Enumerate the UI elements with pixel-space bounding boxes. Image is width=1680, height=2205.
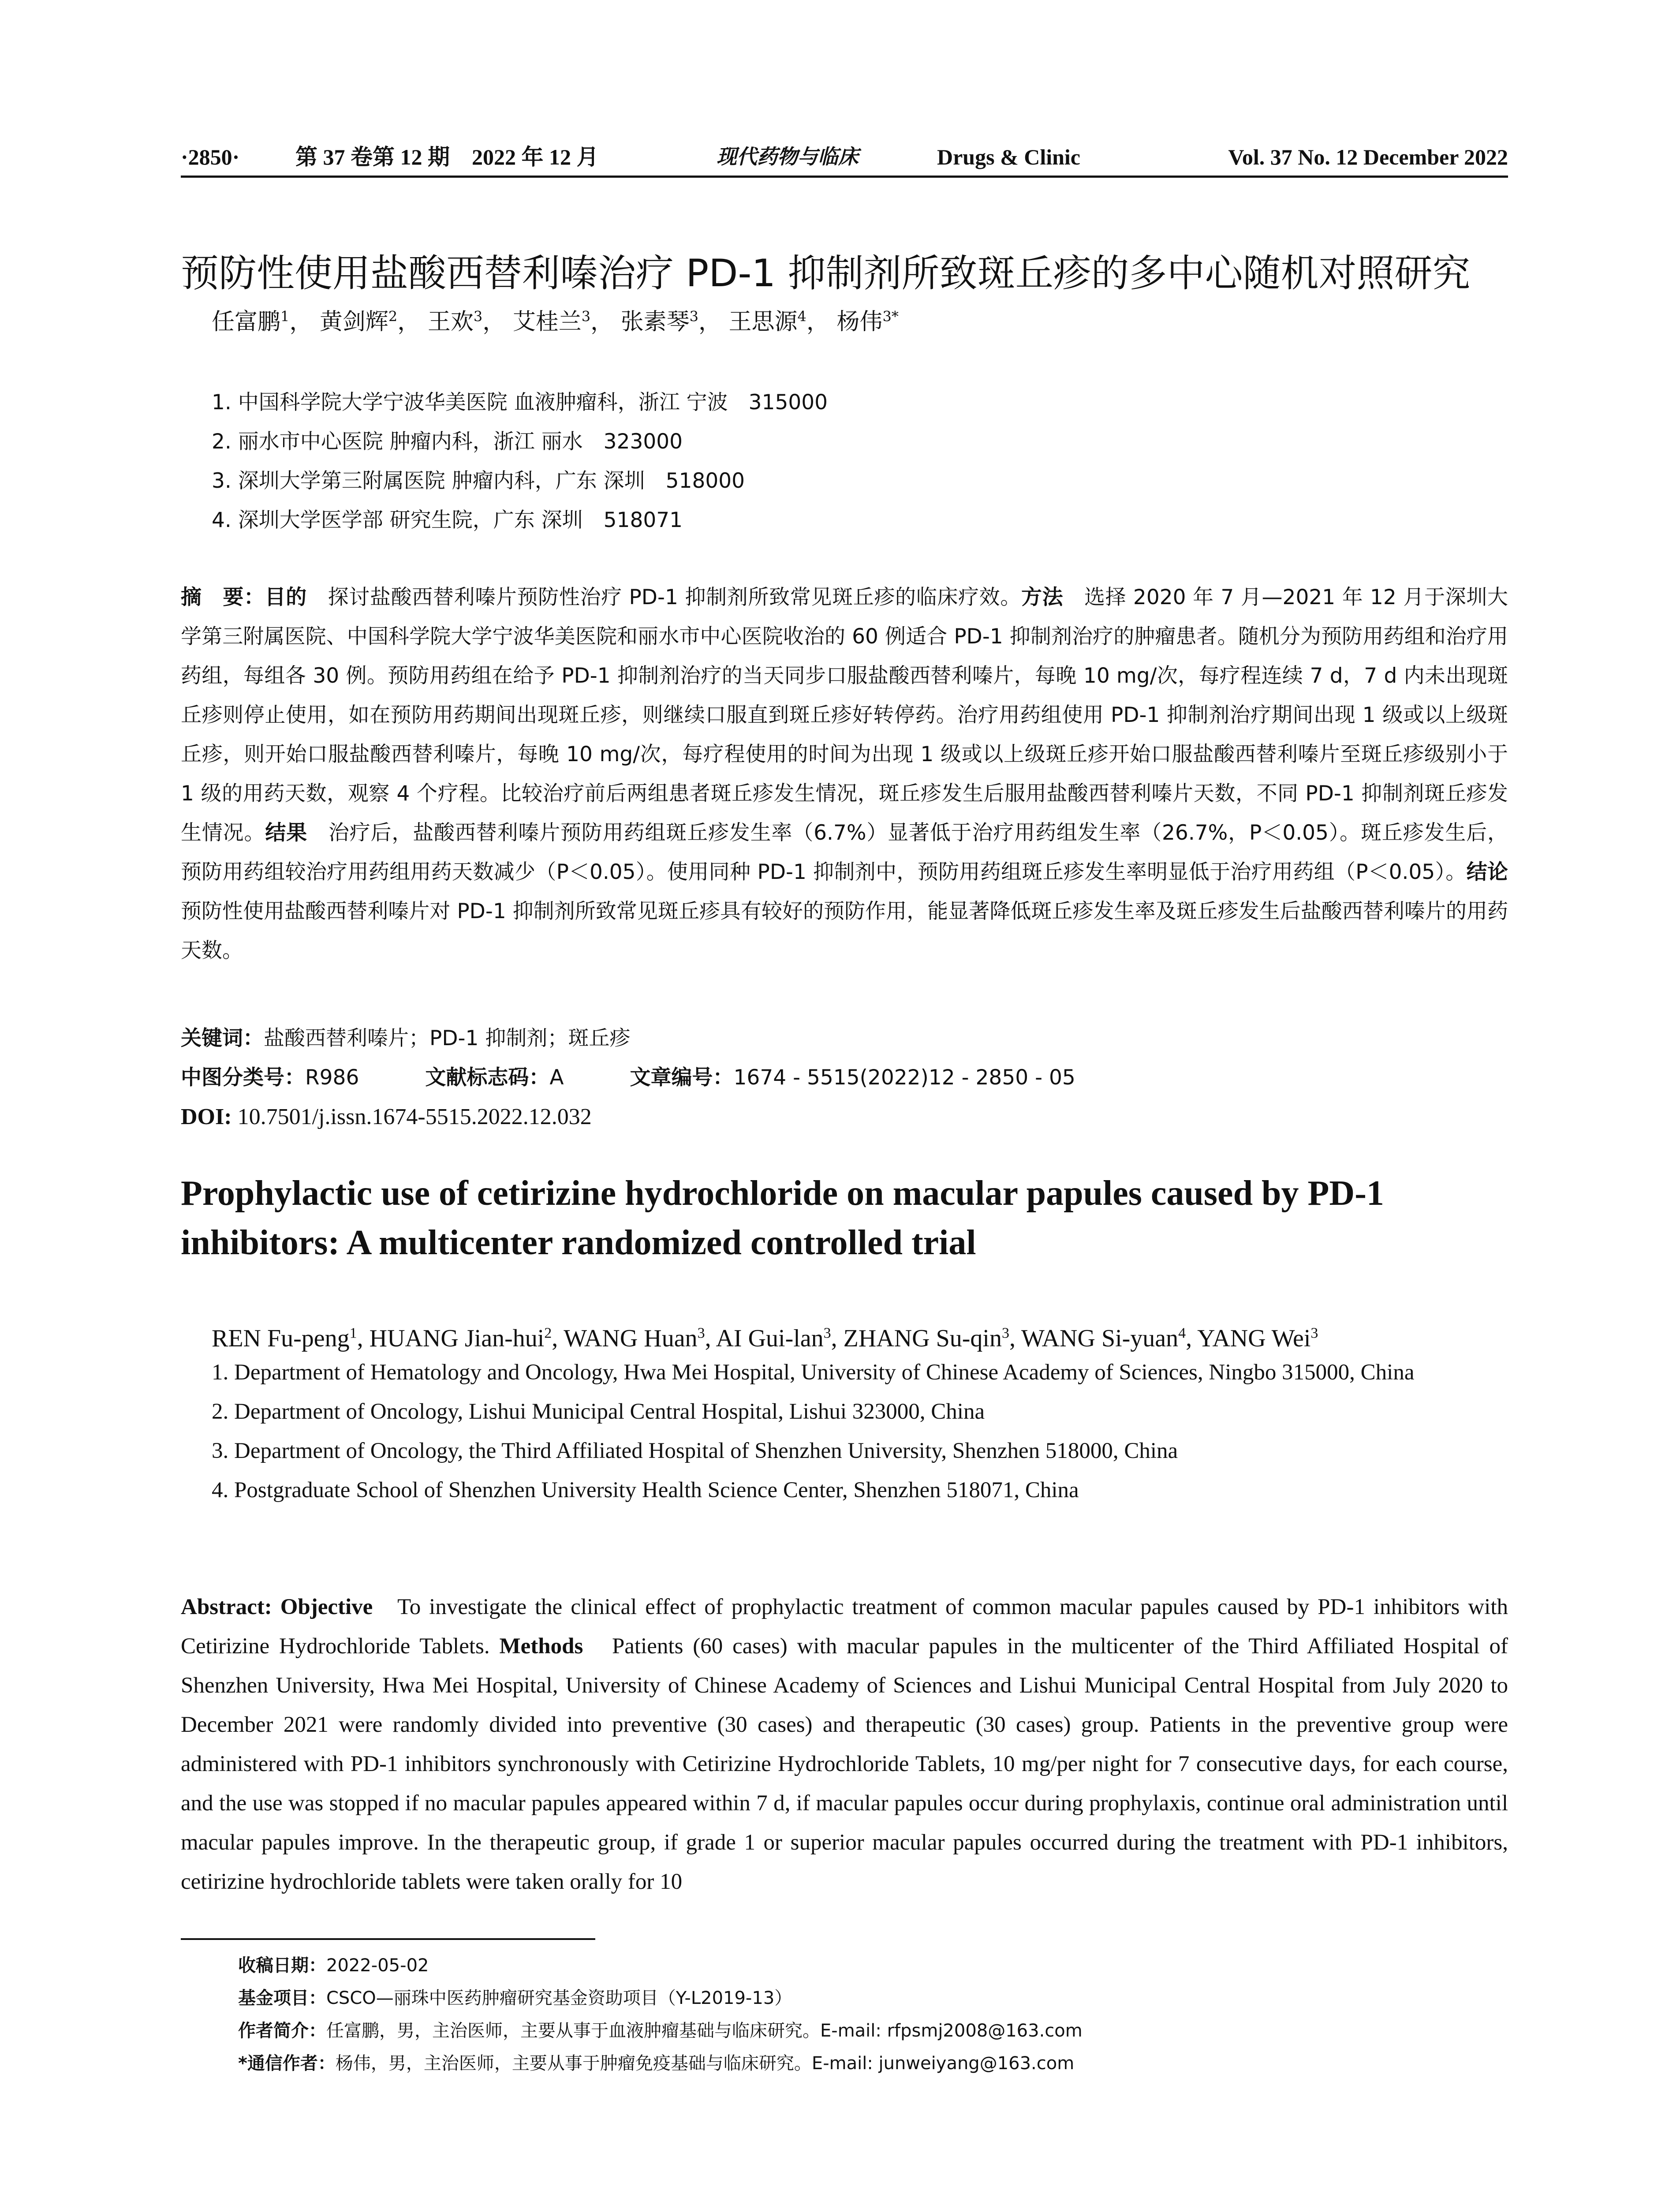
author-en: WANG Si-yuan$^4$	[1021, 1324, 1186, 1352]
footnotes	[238, 1949, 1508, 2080]
authors-en: REN Fu-peng$^1$, HUANG Jian-hui$^2$, WANG Huan$^3$, AI Gui-lan$^3$, ZHANG Su-qin$^3$, WANG Si-yuan$^4$, YANG Wei$^3$	[212, 1324, 1318, 1352]
author-cn: 黄剑辉$^2$	[319, 308, 398, 336]
article-number-label: 文章编号：	[630, 1065, 734, 1090]
affiliation-cn: 4. 深圳大学医学部 研究生院，广东 深圳 518071	[212, 508, 683, 532]
doc-code-label: 文献标志码：	[425, 1065, 550, 1090]
objective-text-cn: 探讨盐酸西替利嗪片预防性治疗 PD-1 抑制剂所致常见斑丘疹的临床疗效。	[328, 585, 1021, 609]
author-en: REN Fu-peng$^1$	[212, 1324, 357, 1352]
footnote-rule	[181, 1938, 595, 1940]
doi-label: DOI:	[181, 1104, 232, 1129]
author-en: HUANG Jian-hui$^2$	[369, 1324, 552, 1352]
author-cn: 任富鹏$^1$	[212, 308, 290, 336]
methods-label-cn: 方法	[1021, 585, 1064, 609]
footnote-author-bio: 作者简介：任富鹏，男，主治医师，主要从事于血液肿瘤基础与临床研究。E-mail: rfpsmj2008@163.com	[238, 2021, 1083, 2041]
author-cn: 杨伟$^{3*}$	[836, 308, 899, 336]
conclusion-label-cn: 结论	[1466, 860, 1508, 884]
affiliation-en: 3. Department of Oncology, the Third Affiliated Hospital of Shenzhen University, Shenzhen 518000, China	[212, 1439, 1178, 1463]
header-volume-cn: 第 37 卷第 12 期 2022 年 12 月	[295, 145, 599, 169]
results-label-cn: 结果	[265, 821, 308, 845]
keywords-label-cn: 关键词：	[181, 1026, 264, 1050]
author-cn: 王欢$^3$	[427, 308, 483, 336]
affiliation-en: 4. Postgraduate School of Shenzhen University Health Science Center, Shenzhen 518071, China	[212, 1478, 1079, 1502]
methods-text-cn: 选择 2020 年 7 月—2021 年 12 月于深圳大学第三附属医院、中国科学院大学宁波华美医院和丽水市中心医院收治的 60 例适合 PD-1 抑制剂治疗的肿瘤患者。随机分为预防用药组和治疗用药组，每组各 30 例。预防用药组在给予 PD-1 抑制剂治疗的当天同步口服盐酸西替利嗪片，每晚 10 mg/次，每疗程连续 7 d，7 d 内未出现斑丘疹则停止使用，如在预防用药期间出现斑丘疹，则继续口服直到斑丘疹好转停药。治疗用药组使用 PD-1 抑制剂治疗期间出现 1 级或以上级斑丘疹，则开始口服盐酸西替利嗪片，每晚 10 mg/次，每疗程使用的时间为出现 1 级或以上级斑丘疹开始口服盐酸西替利嗪片至斑丘疹级别小于 1 级的用药天数，观察 4 个疗程。比较治疗前后两组患者斑丘疹发生情况，斑丘疹发生后服用盐酸西替利嗪片天数，不同 PD-1 抑制剂斑丘疹发生情况。	[181, 585, 1508, 845]
conclusion-text-cn: 预防性使用盐酸西替利嗪片对 PD-1 抑制剂所致常见斑丘疹具有较好的预防作用，能显著降低斑丘疹发生率及斑丘疹发生后盐酸西替利嗪片的用药天数。	[181, 899, 1508, 963]
title-cn: 预防性使用盐酸西替利嗪治疗 PD-1 抑制剂所致斑丘疹的多中心随机对照研究	[181, 251, 1471, 295]
author-cn: 张素琴$^3$	[620, 308, 698, 336]
article-number-value: 1674 - 5515(2022)12 - 2850 - 05	[733, 1065, 1075, 1090]
header-rule	[181, 176, 1508, 178]
title-en: Prophylactic use of cetirizine hydrochloride on macular papules caused by PD-1 inhibitors: A multicenter randomized controlled trial	[181, 1174, 1384, 1262]
classification-line	[181, 1058, 1508, 1097]
abstract-cn	[181, 578, 1508, 970]
abstract-label-en: Abstract:	[181, 1595, 272, 1619]
header-volume-en: Vol. 37 No. 12 December 2022	[1228, 145, 1508, 169]
objective-label-en: Objective	[280, 1595, 373, 1619]
keywords-value-cn: 盐酸西替利嗪片；PD-1 抑制剂；斑丘疹	[264, 1026, 631, 1050]
header-page-number: ·2850·	[181, 145, 240, 169]
affiliation-cn: 1. 中国科学院大学宁波华美医院 血液肿瘤科，浙江 宁波 315000	[212, 390, 828, 415]
author-en: WANG Huan$^3$	[564, 1324, 705, 1352]
footnote-funding: 基金项目：CSCO—丽珠中医药肿瘤研究基金资助项目（Y-L2019-13）	[238, 1988, 792, 2008]
abstract-label-cn: 摘 要：	[181, 585, 265, 609]
author-cn: 王思源$^4$	[728, 308, 806, 336]
authors-cn: 任富鹏$^1$， 黄剑辉$^2$， 王欢$^3$， 艾桂兰$^3$， 张素琴$^3$， 王思源$^4$， 杨伟$^{3*}$	[212, 308, 899, 336]
header-journal-name-cn: 现代药物与临床	[717, 146, 859, 168]
doi-line	[181, 1097, 1508, 1136]
footnote-received: 收稿日期：2022-05-02	[238, 1955, 429, 1976]
clc-label: 中图分类号：	[181, 1065, 305, 1090]
objective-label-cn: 目的	[265, 585, 307, 609]
affiliation-en: 2. Department of Oncology, Lishui Municipal Central Hospital, Lishui 323000, China	[212, 1399, 985, 1424]
author-en: YANG Wei$^3$	[1197, 1324, 1318, 1352]
affiliations-en	[212, 1353, 1508, 1510]
results-text-cn: 治疗后，盐酸西替利嗪片预防用药组斑丘疹发生率（6.7%）显著低于治疗用药组发生率（26.7%，P＜0.05）。斑丘疹发生后，预防用药组较治疗用药组用药天数减少（P＜0.05）。使用同种 PD-1 抑制剂中，预防用药组斑丘疹发生率明显低于治疗用药组（P＜0.05）。	[181, 821, 1508, 884]
methods-label-en: Methods	[499, 1634, 583, 1659]
author-en: ZHANG Su-qin$^3$	[843, 1324, 1009, 1352]
author-en: AI Gui-lan$^3$	[716, 1324, 831, 1352]
affiliation-en: 1. Department of Hematology and Oncology, Hwa Mei Hospital, University of Chinese Academy of Sciences, Ningbo 315000, China	[212, 1360, 1415, 1385]
header-journal-name-en: Drugs & Clinic	[937, 145, 1080, 169]
author-cn: 艾桂兰$^3$	[512, 308, 591, 336]
clc-value: R986	[305, 1065, 359, 1090]
affiliations-cn	[212, 383, 1534, 540]
affiliation-cn: 2. 丽水市中心医院 肿瘤内科，浙江 丽水 323000	[212, 430, 683, 454]
running-header	[181, 139, 1508, 175]
objective-text-en: To investigate the clinical effect of prophylactic treatment of common macular papules caused by PD-1 inhibitors with Cetirizine Hydrochloride Tablets.	[181, 1595, 1508, 1659]
doc-code-value: A	[549, 1065, 564, 1090]
footnote-corresponding: *通信作者：杨伟，男，主治医师，主要从事于肿瘤免疫基础与临床研究。E-mail: junweiyang@163.com	[238, 2053, 1075, 2074]
keywords-cn	[181, 1019, 1508, 1058]
affiliation-cn: 3. 深圳大学第三附属医院 肿瘤内科，广东 深圳 518000	[212, 469, 745, 493]
doi-value[interactable]: 10.7501/j.issn.1674-5515.2022.12.032	[237, 1104, 592, 1129]
methods-text-en: Patients (60 cases) with macular papules in the multicenter of the Third Affiliated Hospital of Shenzhen University, Hwa Mei Hospital, University of Chinese Academy of Sciences and Lishui Municipal Central Hospital from July 2020 to December 2021 were randomly divided into preventive (30 cases) and therapeutic (30 cases) group. Patients in the preventive group were administered with PD-1 inhibitors synchronously with Cetirizine Hydrochloride Tablets, 10 mg/per night for 7 consecutive days, for each course, and the use was stopped if no macular papules appeared within 7 d, if macular papules occur during prophylaxis, continue oral administration until macular papules improve. In the therapeutic group, if grade 1 or superior macular papules occurred during the treatment with PD-1 inhibitors, cetirizine hydrochloride tablets were taken orally for 10	[181, 1634, 1508, 1894]
abstract-en	[181, 1588, 1508, 1902]
